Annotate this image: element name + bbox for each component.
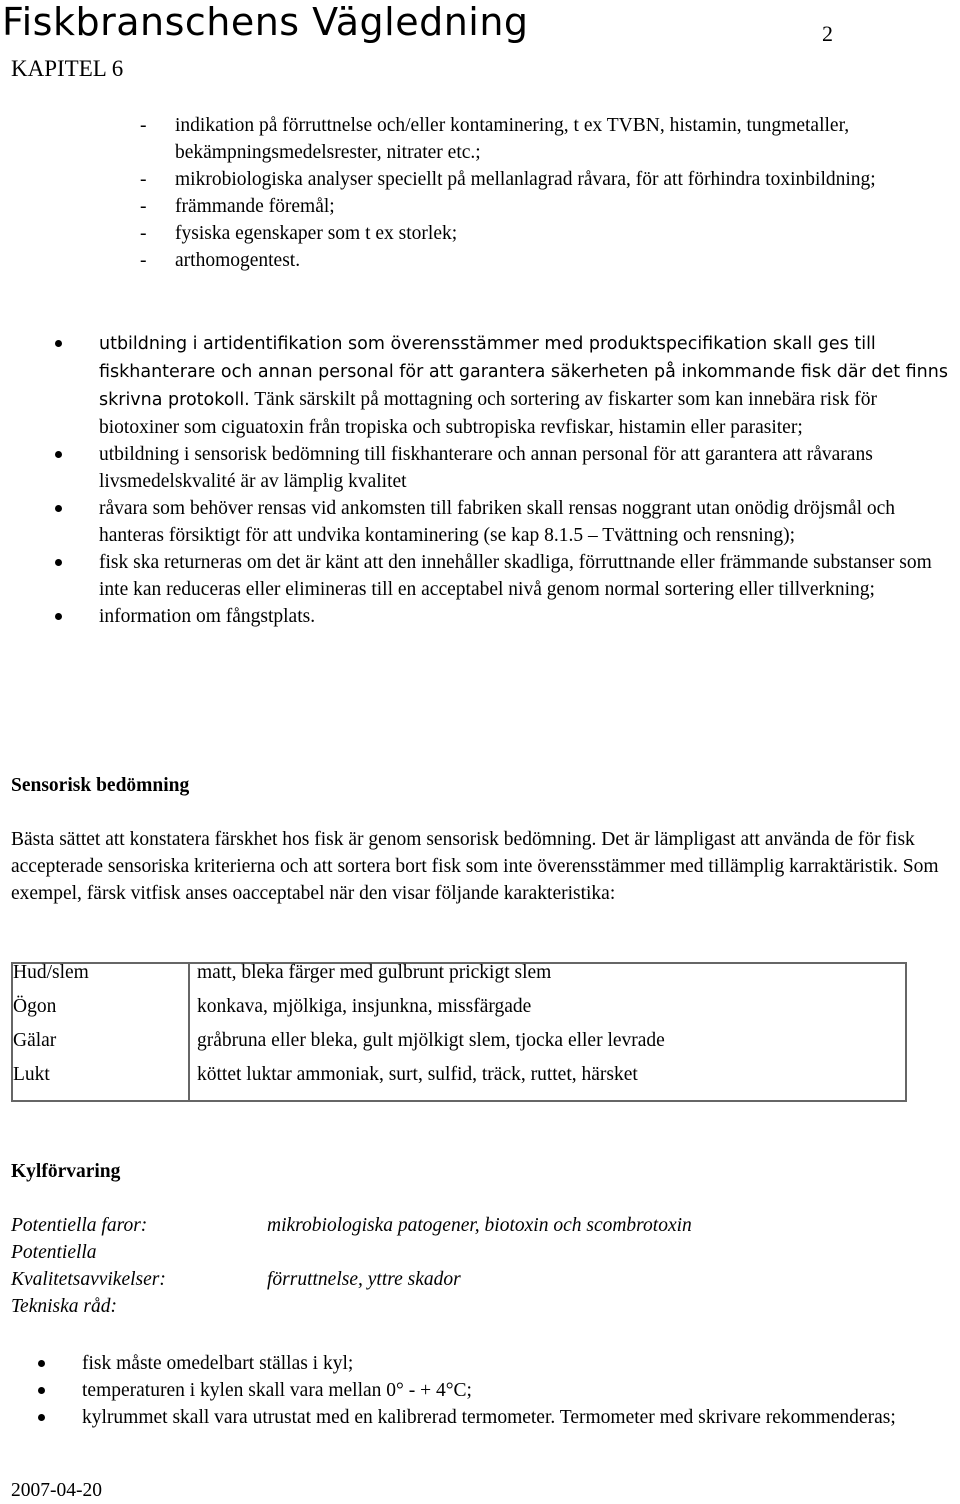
page-number: 2 — [822, 21, 833, 46]
hazard-meta — [11, 1212, 951, 1320]
table-row — [11, 1064, 907, 1098]
list-item-text: temperaturen i kylen skall vara mellan 0° - + 4°C; — [82, 1380, 472, 1401]
meta-row — [11, 1239, 951, 1266]
list-item-text: utbildning i sensorisk bedömning till fiskhanterare och annan personal för att garantera att råvarans livsmedelskvalité är av lämplig kvalitet — [99, 444, 873, 492]
list-item-text: råvara som behöver rensas vid ankomsten till fabriken skall rensas noggrant utan onödig dröjsmål och hanteras försiktigt för att undvika kontaminering (se kap 8.1.5 – Tvättning och rensning); — [99, 498, 896, 546]
section-heading: Sensorisk bedömning — [11, 775, 190, 796]
bullet-icon — [38, 1360, 45, 1367]
list-item-text: utbildning i artidentifikation som överensstämmer med produktspecifikation skall ges till fiskhanterare och annan personal för att garantera säkerheten på inkommande fisk där det finns skrivna protokoll. — [99, 334, 948, 410]
bullet-icon — [55, 340, 62, 347]
list-item — [38, 1350, 938, 1377]
meta-row — [11, 1212, 951, 1239]
bullet-icon — [38, 1387, 45, 1394]
table-cell-value: matt, bleka färger med gulbrunt prickigt slem — [197, 962, 552, 983]
list-item — [55, 603, 955, 630]
list-item-text: fisk måste omedelbart ställas i kyl; — [82, 1353, 354, 1374]
chapter-label: KAPITEL 6 — [11, 56, 124, 81]
table-cell-key: Ögon — [13, 996, 57, 1017]
bullet-icon — [55, 505, 62, 512]
table-cell-value: konkava, mjölkiga, insjunkna, missfärgade — [197, 996, 532, 1017]
table-cell-key: Hud/slem — [13, 962, 89, 983]
list-item-text: fysiska egenskaper som t ex storlek; — [175, 223, 458, 244]
list-item — [38, 1377, 938, 1404]
table-cell-value: köttet luktar ammoniak, surt, sulfid, träck, ruttet, härsket — [197, 1064, 638, 1085]
meta-label: Kvalitetsavvikelser: — [11, 1269, 166, 1290]
bullet-icon — [38, 1414, 45, 1421]
list-item — [140, 220, 940, 247]
list-item-text: kylrummet skall vara utrustat med en kalibrerad termometer. Termometer med skrivare rekommenderas; — [82, 1407, 896, 1428]
list-item-text: fisk ska returneras om det är känt att den innehåller skadliga, förruttnande eller främmande substanser som inte kan reduceras eller elimineras till en acceptabel nivå genom normal sortering eller tillverkning; — [99, 552, 932, 600]
list-item-text: information om fångstplats. — [99, 606, 316, 627]
table-row — [11, 996, 907, 1030]
table-row — [11, 1030, 907, 1064]
list-item — [55, 330, 955, 441]
section-heading: Kylförvaring — [11, 1161, 121, 1182]
bullet-list — [55, 330, 955, 630]
list-item-text-cont: Tänk särskilt på mottagning och sortering av fiskarter som kan innebära risk för biotoxiner som ciguatoxin från tropiska och subtropiska revfiskar, histamin eller parasiter; — [99, 389, 878, 438]
list-item-text: mikrobiologiska analyser speciellt på mellanlagrad råvara, för att förhindra toxinbildning; — [175, 169, 876, 190]
list-item — [140, 193, 940, 220]
document-title: Fiskbranschens Vägledning — [2, 0, 529, 44]
list-item-text: främmande föremål; — [175, 196, 335, 217]
meta-value: mikrobiologiska patogener, biotoxin och scombrotoxin — [267, 1215, 692, 1236]
dash-marker: - — [140, 223, 147, 244]
table-cell-key: Lukt — [13, 1064, 50, 1085]
meta-label: Potentiella — [11, 1242, 97, 1263]
list-item — [55, 441, 955, 495]
list-item — [38, 1404, 938, 1431]
list-item-text: indikation på förruttnelse och/eller kontaminering, t ex TVBN, histamin, tungmetaller, bekämpningsmedelsrester, nitrater etc.; — [175, 115, 850, 163]
meta-label: Tekniska råd: — [11, 1296, 117, 1317]
dash-marker: - — [140, 196, 147, 217]
meta-row — [11, 1293, 951, 1320]
meta-row — [11, 1266, 951, 1293]
table-row — [11, 962, 907, 996]
bullet-icon — [55, 559, 62, 566]
footer-date: 2007-04-20 — [11, 1480, 102, 1501]
bullet-icon — [55, 451, 62, 458]
meta-label: Potentiella faror: — [11, 1215, 148, 1236]
meta-value: förruttnelse, yttre skador — [267, 1269, 461, 1290]
list-item-text: arthomogentest. — [175, 250, 301, 271]
table-cell-key: Gälar — [13, 1030, 57, 1051]
list-item — [140, 112, 940, 166]
list-item — [55, 549, 955, 603]
characteristics-table — [11, 962, 907, 1098]
list-item — [140, 247, 940, 274]
table-cell-value: gråbruna eller bleka, gult mjölkigt slem, tjocka eller levrade — [197, 1030, 665, 1051]
dash-list — [140, 112, 940, 274]
section-paragraph: Bästa sättet att konstatera färskhet hos fisk är genom sensorisk bedömning. Det är lämpligast att använda de för fisk accepterade sensoriska kriterierna och att sortera bort fisk som inte överensstämmer med tillämplig karraktäristik. Som exempel, färsk vitfisk anses oacceptabel när den visar följande karakteristika: — [11, 829, 939, 904]
list-item — [55, 495, 955, 549]
list-item — [140, 166, 940, 193]
dash-marker: - — [140, 250, 147, 271]
dash-marker: - — [140, 115, 147, 136]
bullet-icon — [55, 613, 62, 620]
dash-marker: - — [140, 169, 147, 190]
storage-bullet-list — [38, 1350, 938, 1431]
